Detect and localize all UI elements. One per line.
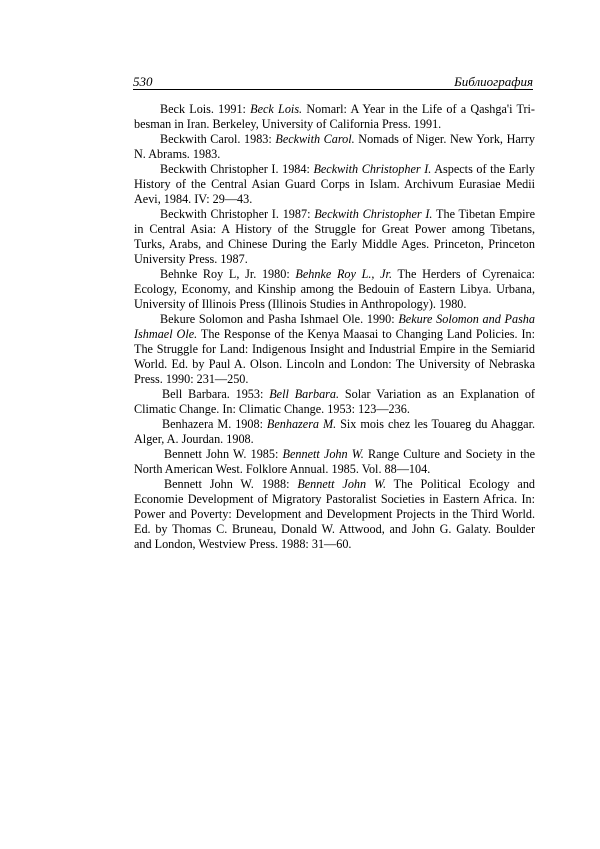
entry-author-year: Bennett John W. 1985: (164, 447, 283, 461)
running-header (133, 70, 533, 89)
entry-short-title: Behnke Roy L., Jr. (295, 267, 392, 281)
header-rule (133, 89, 533, 90)
page-number: 530 (133, 74, 153, 89)
entry-short-title: Bennett John W. (297, 477, 387, 491)
entry-short-title: Beck Lois. (250, 102, 303, 116)
bibliography-entry (134, 417, 535, 447)
entry-citation: Nomarl: A Year in the Life of a Qashga'i Tribesman in Iran. Berkeley, University of California Press. 1991. (134, 102, 535, 131)
entry-citation: Aspects of the Early History of the Central Asian Guard Corps in Islam. Archivum Eurasiae Medii Aevi, 1984. IV: 29—43. (134, 162, 535, 206)
entry-short-title: Beckwith Christopher I. (313, 162, 432, 176)
section-title: Библиография (454, 74, 533, 89)
entry-author-year: Benhazera M. 1908: (162, 417, 267, 431)
entry-author-year: Bennett John W. 1988: (164, 477, 298, 491)
entry-author-year: Behnke Roy L, Jr. 1980: (160, 267, 296, 281)
bibliography-list (134, 102, 535, 552)
entry-short-title: Bell Barbara. (269, 387, 340, 401)
entry-short-title: Beckwith Carol. (275, 132, 355, 146)
entry-citation: Nomads of Niger. New York, Harry N. Abrams. 1983. (134, 132, 535, 161)
bibliography-entry (134, 387, 535, 417)
entry-short-title: Beckwith Christopher I. (314, 207, 433, 221)
bibliography-entry (134, 267, 535, 312)
bibliography-entry (134, 132, 535, 162)
bibliography-entry (134, 447, 535, 477)
entry-short-title: Bekure Solomon and Pasha Ishmael Ole. (134, 312, 535, 341)
entry-author-year: Beckwith Christopher I. 1987: (160, 207, 315, 221)
bibliography-entry (134, 312, 535, 387)
bibliography-entry (134, 477, 535, 552)
bibliography-entry (134, 207, 535, 267)
entry-short-title: Benhazera M. (266, 417, 337, 431)
entry-citation: The Herders of Cyrenaica: Ecology, Economy, and Kinship among the Bedouin of Eastern Libya. Urbana, University of Illinois Press (Illinois Studies in Anthropology). 1980. (134, 267, 535, 311)
entry-citation: Six mois chez les Touareg du Ahaggar. Alger, A. Jourdan. 1908. (134, 417, 535, 446)
entry-author-year: Beckwith Carol. 1983: (160, 132, 276, 146)
bibliography-entry (134, 162, 535, 207)
entry-short-title: Bennett John W. (282, 447, 364, 461)
entry-citation: Solar Variation as an Explanation of Climatic Change. In: Climatic Change. 1953: 123—236. (134, 387, 535, 416)
entry-citation: The Political Ecology and Economie Development of Migratory Pastoralist Societies in Eastern Africa. In: Power and Poverty: Development and Development Projects in the Third World. Ed. by Thomas C. Bruneau, Donald W. Attwood, and John G. Galaty. Boulder and London, Westview Press. 1988: 31—60. (134, 477, 536, 551)
entry-citation: Range Culture and Society in the North American West. Folklore Annual. 1985. Vol. 88—104. (134, 447, 535, 476)
entry-citation: The Tibetan Empire in Central Asia: A History of the Struggle for Great Power among Tibetans, Turks, Arabs, and Chinese During the Early Middle Ages. Princeton, Princeton University Press. 1987. (134, 207, 535, 266)
bibliography-entry (134, 102, 535, 132)
entry-author-year: Beckwith Christopher I. 1984: (160, 162, 314, 176)
entry-citation: The Response of the Kenya Maasai to Changing Land Policies. In: The Struggle for Land: Indigenous Insight and Industrial Empire in the Semiarid World. Ed. by Paul A. Olson. Lincoln and London: The University of Nebraska Press. 1990: 231—250. (134, 327, 536, 386)
entry-author-year: Bell Barbara. 1953: (162, 387, 270, 401)
entry-author-year: Beck Lois. 1991: (160, 102, 251, 116)
entry-author-year: Bekure Solomon and Pasha Ishmael Ole. 1990: (160, 312, 399, 326)
